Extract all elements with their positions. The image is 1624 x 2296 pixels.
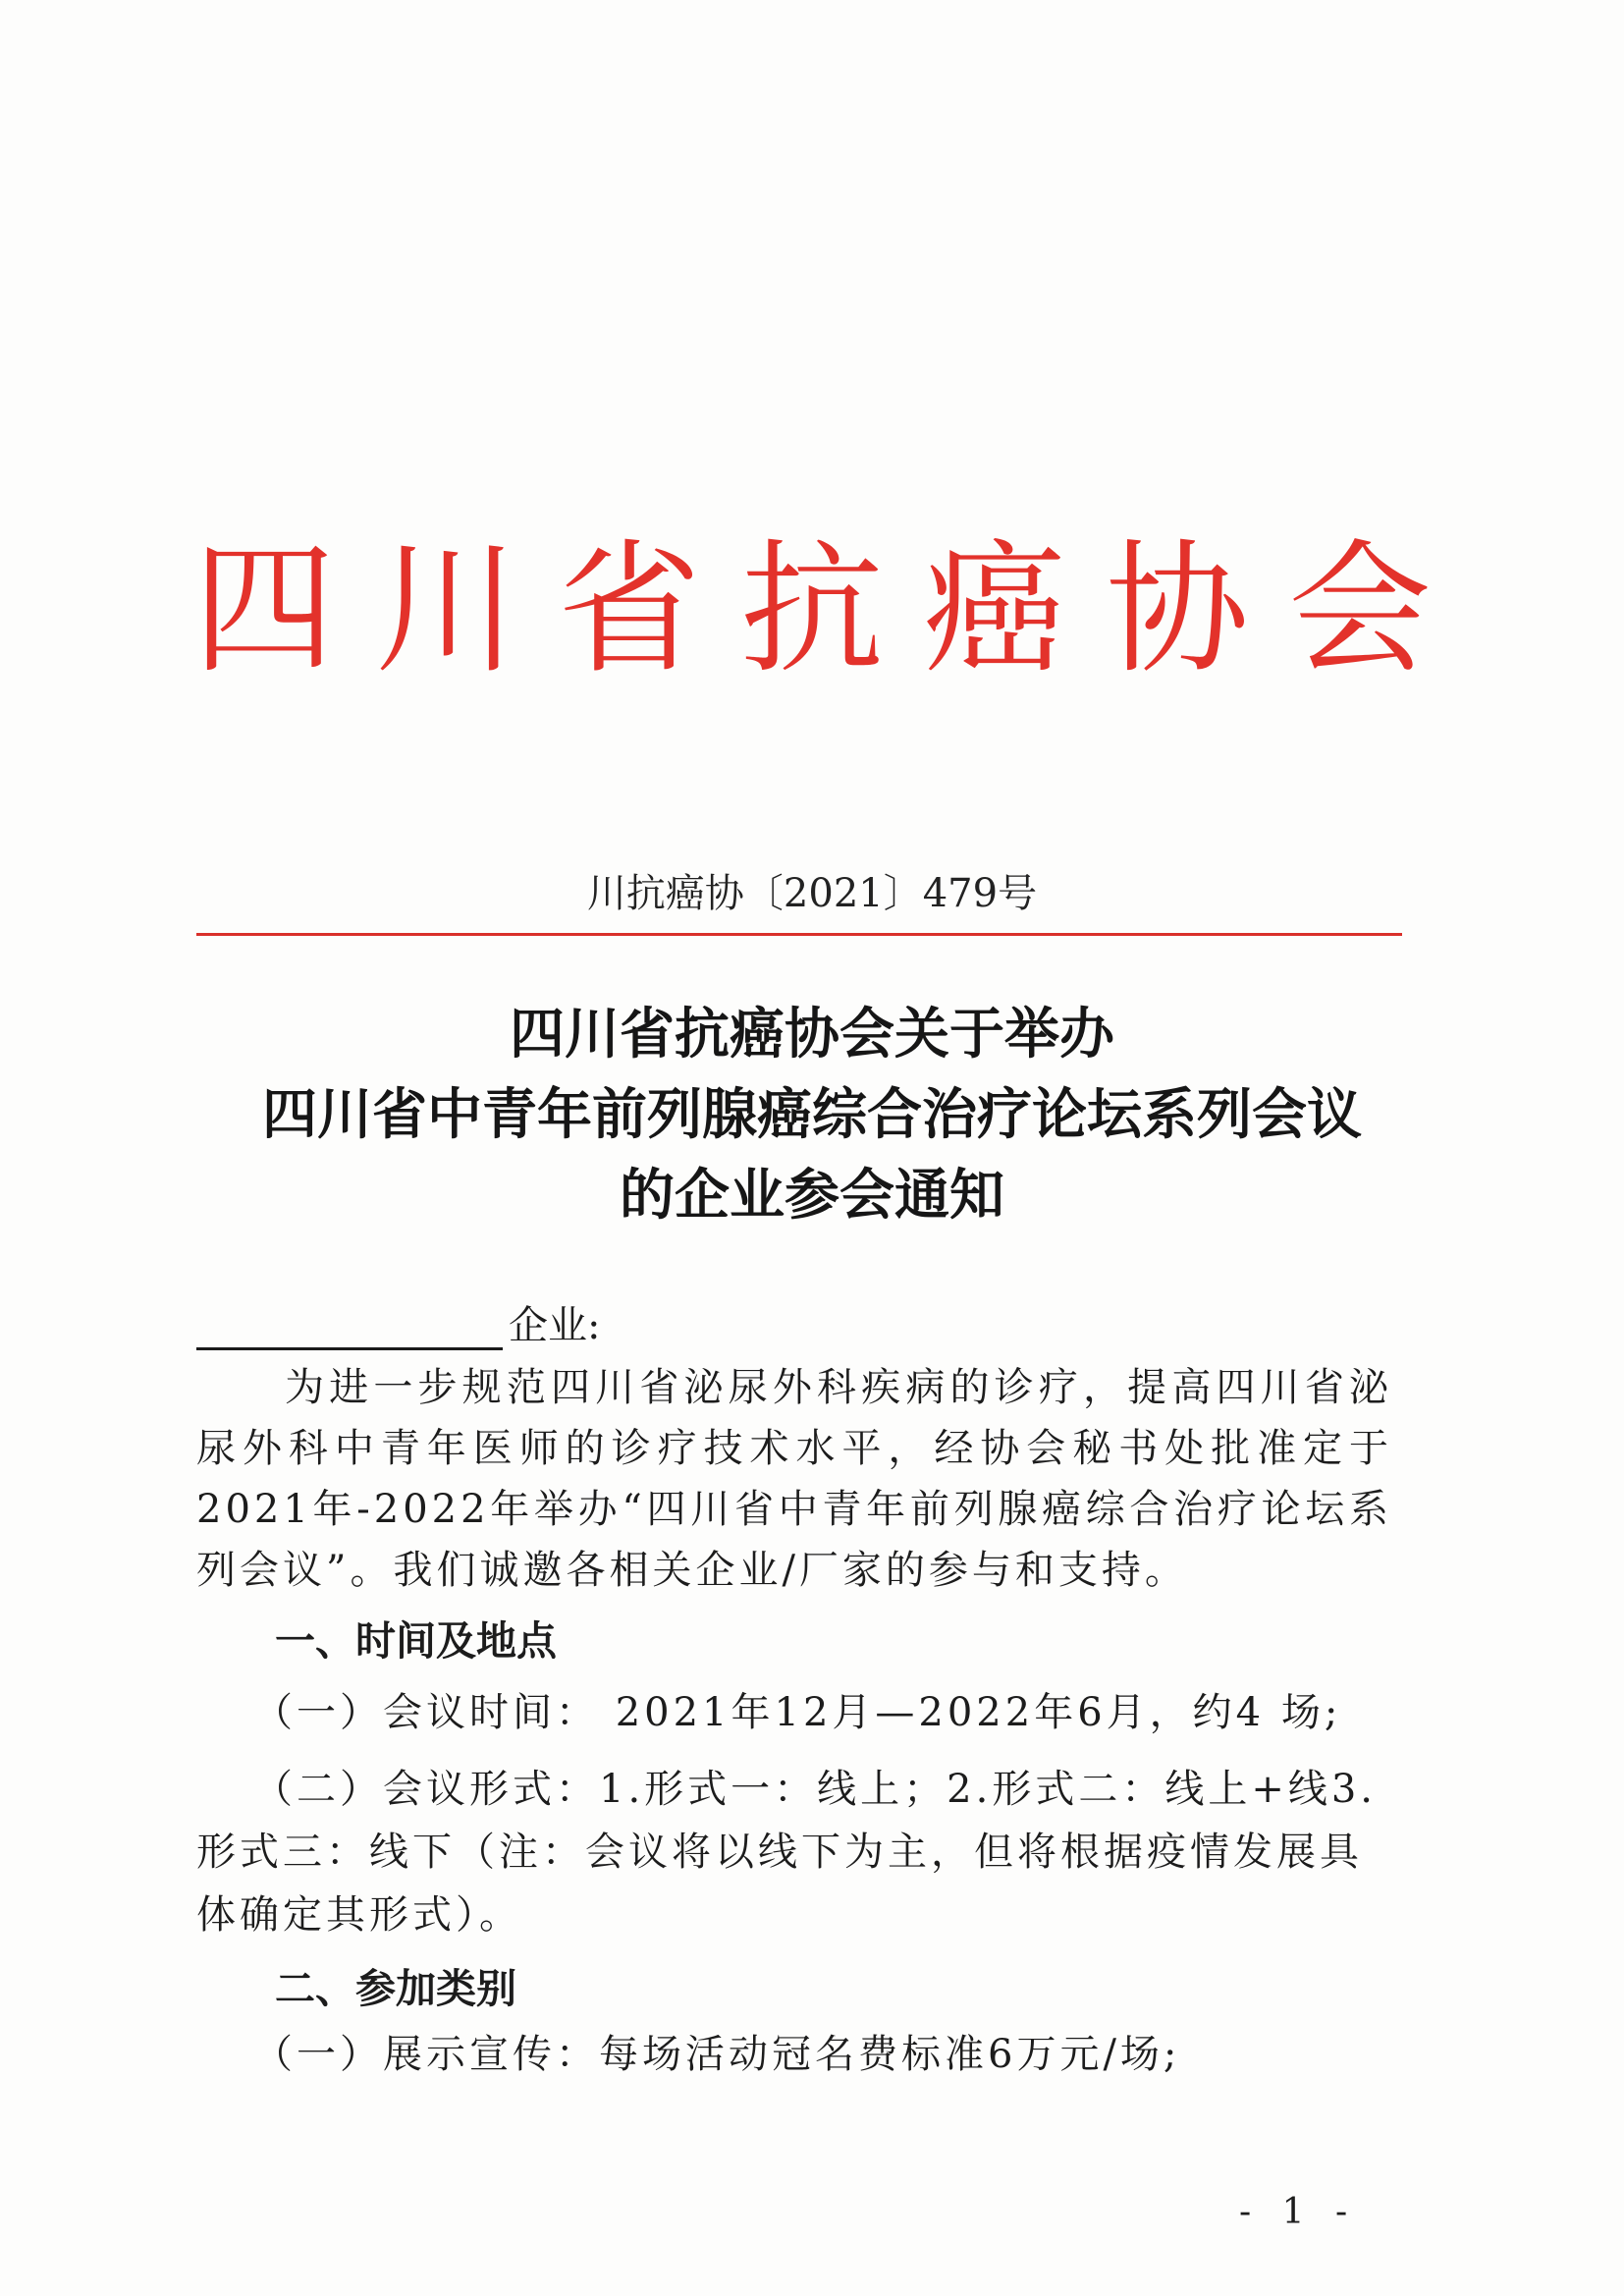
org-header: 四川省抗癌协会	[192, 526, 1471, 693]
section-heading-2: 二、参加类别	[275, 1965, 516, 2012]
document-title	[0, 994, 1624, 1235]
page-number: - 1 -	[1239, 2192, 1358, 2232]
title-line-2: 四川省中青年前列腺癌综合治疗论坛系列会议	[262, 1082, 1362, 1147]
red-divider	[196, 933, 1402, 936]
section1-item-2: （二）会议形式：1.形式一：线上；2.形式二：线上+线3.形式三：线下（注：会议将以线下为主，但将根据疫情发展具体确定其形式）。	[196, 1767, 1378, 1938]
salutation-text: 企业:	[509, 1303, 601, 1348]
title-line-1: 四川省抗癌协会关于举办	[510, 1002, 1114, 1066]
salutation	[196, 1294, 600, 1350]
recipient-blank	[196, 1304, 503, 1350]
section2-item-1: （一）展示宣传：每场活动冠名费标准6万元/场;	[253, 2032, 1181, 2077]
bleed-through-text	[187, 211, 1404, 266]
intro-paragraph: 为进一步规范四川省泌尿外科疾病的诊疗，提高四川省泌尿外科中青年医师的诊疗技术水平，经协会秘书处批准定于2021年-2022年举办“四川省中青年前列腺癌综合治疗论坛系列会议”。我们诚邀各相关企业/厂家的参与和支持。	[196, 1365, 1392, 1593]
document-number: 川抗癌协〔2021〕479号	[586, 871, 1038, 916]
section1-item-1: （一）会议时间： 2021年12月—2022年6月，约4 场;	[253, 1690, 1342, 1735]
section-heading-1: 一、时间及地点	[275, 1617, 557, 1665]
title-line-3: 的企业参会通知	[620, 1163, 1004, 1228]
